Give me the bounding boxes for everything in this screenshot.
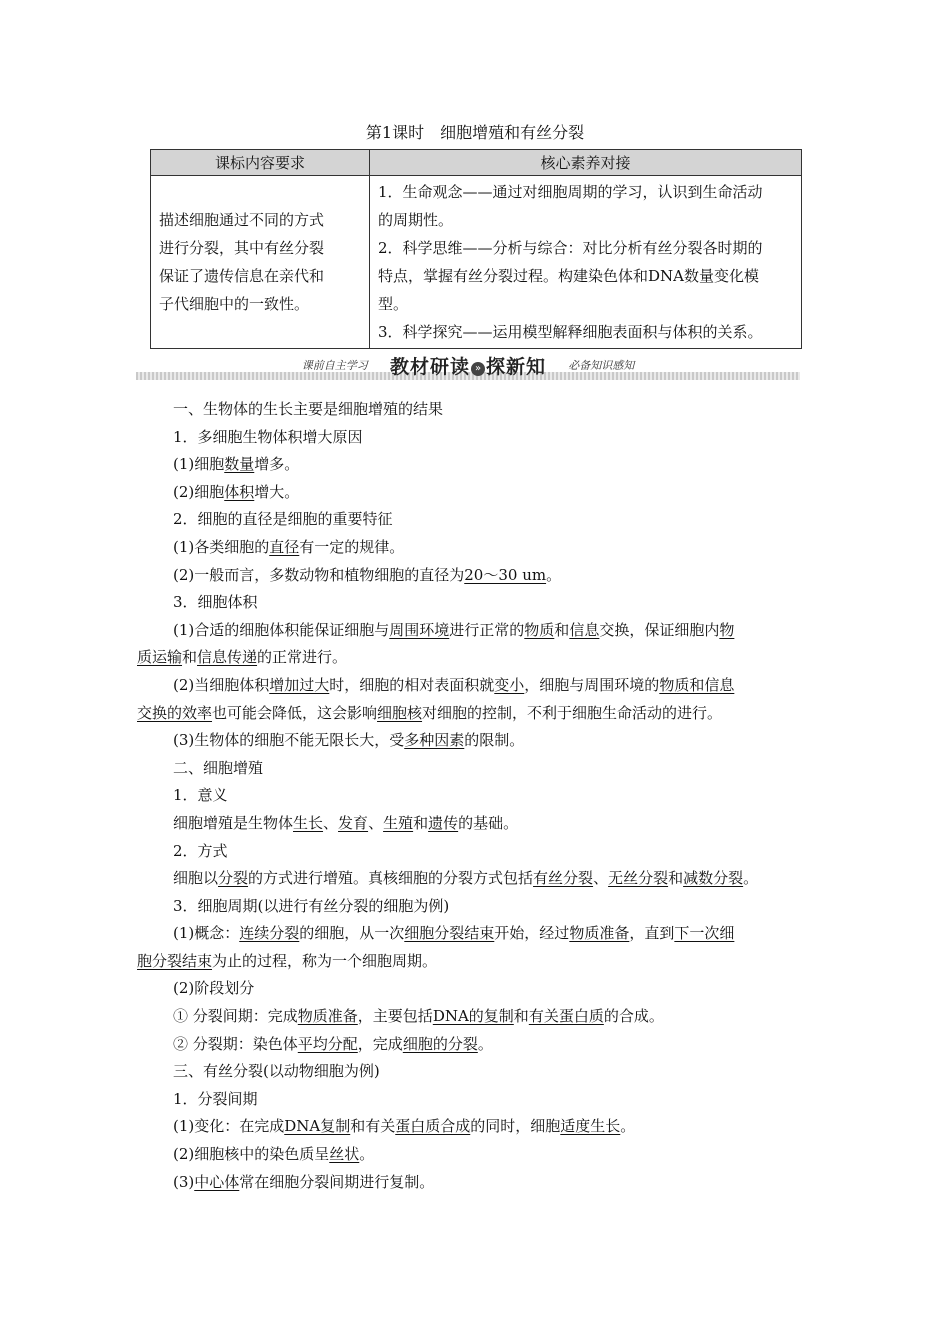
text-segment: (2)阶段划分 (173, 979, 255, 998)
text-segment: (1)细胞 (173, 455, 225, 474)
text-segment: (2)一般而言，多数动物和植物细胞的直径为 (173, 565, 465, 584)
text-segment: (1)变化：在完成 (173, 1117, 285, 1136)
text-line (137, 838, 817, 866)
section-banner (136, 352, 800, 384)
cell-line: 的周期性。 (378, 211, 454, 229)
text-segment: (3) (173, 1172, 195, 1191)
text-line (137, 865, 817, 893)
text-segment: (3)生物体的细胞不能无限长大，受 (173, 731, 405, 750)
underlined-answer: 中心体 (194, 1172, 240, 1191)
text-segment: 3．细胞体积 (173, 593, 258, 612)
text-segment: 二、细胞增殖 (173, 758, 264, 777)
underlined-answer: 变小 (494, 675, 525, 694)
lesson-content (137, 396, 817, 1196)
text-segment: 和 (554, 620, 570, 639)
text-line (137, 755, 817, 783)
underlined-answer: 20～30 um (464, 565, 547, 584)
text-segment: 对细胞的控制，不利于细胞生命活动的进行。 (422, 703, 723, 722)
underlined-answer: 信息传递 (197, 648, 258, 667)
text-segment: ② 分裂期：染色体 (173, 1034, 298, 1053)
text-segment: 2．细胞的直径是细胞的重要特征 (173, 510, 393, 529)
text-segment: 常在细胞分裂间期进行复制。 (239, 1172, 435, 1191)
cell-line: 2．科学思维——分析与综合：对比分析有丝分裂各时期的 (378, 239, 763, 257)
text-segment: 的正常进行。 (257, 648, 348, 667)
text-segment: 和 (513, 1007, 529, 1026)
text-segment: 、 (323, 813, 339, 832)
curriculum-requirements-table (150, 149, 802, 349)
underlined-answer: DNA的复制 (432, 1007, 514, 1026)
text-segment: (1)合适的细胞体积能保证细胞与 (173, 620, 390, 639)
text-segment: 。 (620, 1117, 636, 1136)
text-segment: 交换，保证细胞内 (599, 620, 720, 639)
cell-line: 3．科学探究——运用模型解释细胞表面积与体积的关系。 (378, 323, 763, 341)
underlined-answer: 适度生长 (560, 1117, 621, 1136)
underlined-answer: 信息 (569, 620, 600, 639)
text-line (137, 617, 817, 645)
text-line (137, 920, 817, 948)
text-line (137, 644, 817, 672)
lesson-title: 第1课时 细胞增殖和有丝分裂 (365, 123, 585, 142)
underlined-answer: 连续分裂 (239, 924, 300, 943)
text-segment: 的限制。 (464, 731, 525, 750)
underlined-answer: 细胞核 (377, 703, 423, 722)
text-segment: 和 (413, 813, 429, 832)
text-segment: 1．多细胞生物体积增大原因 (173, 427, 363, 446)
underlined-answer: 体积 (224, 482, 255, 501)
text-line (137, 1113, 817, 1141)
underlined-answer: 物 (719, 620, 735, 639)
text-segment: 开始，经过 (494, 924, 570, 943)
text-line (137, 782, 817, 810)
text-line (137, 424, 817, 452)
text-segment: ，直到 (629, 924, 675, 943)
text-line (137, 1003, 817, 1031)
header-core-competencies: 核心素养对接 (370, 150, 802, 176)
text-line (137, 396, 817, 424)
text-segment: 。 (546, 565, 562, 584)
text-segment: 3．细胞周期(以进行有丝分裂的细胞为例) (173, 896, 450, 915)
table-body-row (151, 176, 802, 349)
text-line (137, 700, 817, 728)
underlined-answer: 物质和信息 (659, 675, 735, 694)
text-line (137, 451, 817, 479)
text-line (137, 1031, 817, 1059)
cell-line: 进行分裂，其中有丝分裂 (159, 239, 325, 257)
underlined-answer: 发育 (338, 813, 369, 832)
text-segment: 细胞以 (173, 869, 219, 888)
text-segment: ，细胞与周围环境的 (524, 675, 660, 694)
text-line (137, 893, 817, 921)
text-segment: 进行正常的 (449, 620, 525, 639)
underlined-answer: 减数分裂 (683, 869, 744, 888)
table-header-row (151, 150, 802, 176)
underlined-answer: 数量 (224, 455, 255, 474)
text-line (137, 975, 817, 1003)
text-segment: 有一定的规律。 (299, 537, 405, 556)
text-segment: 的细胞，从一次 (299, 924, 405, 943)
text-segment: 细胞增殖是生物体 (173, 813, 294, 832)
text-segment: 2．方式 (173, 841, 228, 860)
underlined-answer: 遗传 (428, 813, 459, 832)
text-segment: 增大。 (254, 482, 300, 501)
underlined-answer: 物质准备 (569, 924, 630, 943)
text-segment: 也可能会降低，这会影响 (212, 703, 378, 722)
text-segment: (1)概念： (173, 924, 240, 943)
banner-text (136, 352, 800, 379)
underlined-answer: 分裂 (218, 869, 249, 888)
text-line (137, 948, 817, 976)
text-line (137, 810, 817, 838)
underlined-answer: 质运输 (137, 648, 183, 667)
underlined-answer: 周围环境 (389, 620, 450, 639)
cell-line: 描述细胞通过不同的方式 (159, 211, 325, 229)
text-line (137, 589, 817, 617)
cell-line: 型。 (378, 295, 409, 313)
header-standard-requirements: 课标内容要求 (151, 150, 370, 176)
underlined-answer: 平均分配 (297, 1034, 358, 1053)
banner-left-label: 课前自主学习 (301, 359, 368, 372)
text-segment: 一、生物体的生长主要是细胞增殖的结果 (173, 400, 444, 418)
underlined-answer: 细胞的分裂 (402, 1034, 478, 1053)
cell-line: 1．生命观念——通过对细胞周期的学习，认识到生命活动 (378, 183, 763, 201)
text-line (137, 672, 817, 700)
text-line (137, 479, 817, 507)
text-segment: 的合成。 (603, 1007, 664, 1026)
text-segment: ① 分裂间期：完成 (173, 1007, 298, 1026)
text-segment: 和 (182, 648, 198, 667)
underlined-answer: 胞分裂结束 (137, 951, 213, 970)
text-segment: 、 (368, 813, 384, 832)
text-segment: 增多。 (254, 455, 300, 474)
text-line (137, 727, 817, 755)
text-line (137, 1141, 817, 1169)
text-line (137, 562, 817, 590)
text-segment: 的基础。 (458, 813, 519, 832)
banner-main-title-part2: 探新知 (486, 356, 547, 378)
text-segment: ，主要包括 (357, 1007, 433, 1026)
text-segment: 三、有丝分裂(以动物细胞为例) (173, 1062, 380, 1081)
text-segment: 、 (593, 869, 609, 888)
underlined-answer: 下一次细 (674, 924, 735, 943)
text-segment: (2)当细胞体积 (173, 675, 270, 694)
text-segment: (1)各类细胞的 (173, 537, 270, 556)
cell-line: 子代细胞中的一致性。 (159, 295, 310, 313)
text-segment: 和有关 (350, 1117, 396, 1136)
core-competencies-cell (370, 176, 802, 349)
text-segment: 为止的过程，称为一个细胞周期。 (212, 951, 438, 970)
text-segment: 的同时，细胞 (470, 1117, 561, 1136)
text-line (137, 1169, 817, 1197)
text-segment: (2)细胞 (173, 482, 225, 501)
underlined-answer: 物质准备 (297, 1007, 358, 1026)
cell-line: 特点，掌握有丝分裂过程。构建染色体和DNA数量变化模 (378, 267, 759, 285)
text-line (137, 534, 817, 562)
text-segment: 1．分裂间期 (173, 1089, 258, 1108)
underlined-answer: 交换的效率 (137, 703, 213, 722)
underlined-answer: 多种因素 (404, 731, 465, 750)
underlined-answer: 物质 (524, 620, 555, 639)
text-segment: 。 (359, 1145, 375, 1164)
underlined-answer: 增加过大 (269, 675, 330, 694)
banner-main-title-part1: 教材研读 (389, 356, 470, 378)
underlined-answer: 丝状 (329, 1145, 360, 1164)
text-segment: 时，细胞的相对表面积就 (329, 675, 495, 694)
text-line (137, 1086, 817, 1114)
text-segment: 。 (743, 869, 759, 888)
underlined-answer: 细胞分裂结束 (404, 924, 495, 943)
banner-right-label: 必备知识感知 (568, 359, 635, 372)
underlined-answer: 有关蛋白质 (528, 1007, 604, 1026)
text-segment: 的方式进行增殖。真核细胞的分裂方式包括 (248, 869, 534, 888)
underlined-answer: 生殖 (383, 813, 414, 832)
underlined-answer: 直径 (269, 537, 300, 556)
text-segment: 。 (477, 1034, 493, 1053)
chevron-right-icon: » (471, 362, 485, 376)
underlined-answer: 无丝分裂 (608, 869, 669, 888)
text-segment: (2)细胞核中的染色质呈 (173, 1145, 330, 1164)
cell-line: 保证了遗传信息在亲代和 (159, 267, 325, 285)
underlined-answer: 生长 (293, 813, 324, 832)
underlined-answer: 有丝分裂 (533, 869, 594, 888)
text-segment: ，完成 (357, 1034, 403, 1053)
text-line (137, 1058, 817, 1086)
text-segment: 1．意义 (173, 786, 228, 805)
underlined-answer: DNA复制 (284, 1117, 351, 1136)
text-segment: 和 (668, 869, 684, 888)
underlined-answer: 蛋白质合成 (395, 1117, 471, 1136)
standard-requirements-cell (151, 176, 370, 349)
text-line (137, 506, 817, 534)
